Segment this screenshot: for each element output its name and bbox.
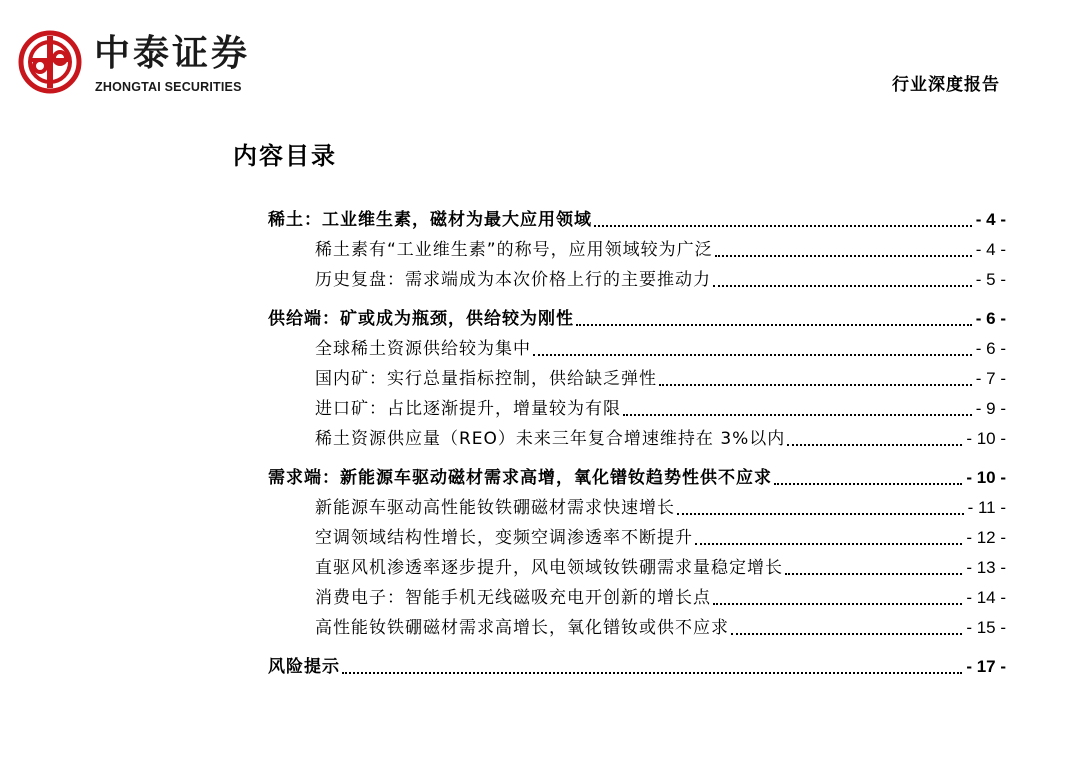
toc-subsection-link[interactable] (268, 364, 1006, 394)
toc-page-number: - 6 - (975, 339, 1006, 358)
toc-entry-title: 新能源车驱动高性能钕铁硼磁材需求快速增长 (315, 498, 675, 518)
toc-entry-title: 高性能钕铁硼磁材需求高增长，氧化镨钕或供不应求 (315, 618, 729, 638)
toc-entry-title: 风险提示 (268, 657, 340, 677)
toc-entry-title: 空调领域结构性增长，变频空调渗透率不断提升 (315, 528, 693, 548)
toc-section-link[interactable] (268, 304, 1006, 334)
toc-page-number: - 12 - (966, 528, 1006, 547)
toc-section-link[interactable] (268, 205, 1006, 235)
toc-page-number: - 15 - (966, 618, 1006, 637)
toc-entry-title: 稀土资源供应量（REO）未来三年复合增速维持在 3%以内 (315, 429, 786, 449)
toc-dot-leader (677, 513, 964, 515)
toc-subsection-link[interactable] (268, 493, 1006, 523)
toc-subsection-link[interactable] (268, 553, 1006, 583)
toc-subsection-link[interactable] (268, 424, 1006, 454)
toc-entry-title: 国内矿：实行总量指标控制，供给缺乏弹性 (315, 369, 657, 389)
toc-subsection-link[interactable] (268, 613, 1006, 643)
toc-title: 内容目录 (233, 142, 337, 170)
toc-entry-title: 历史复盘：需求端成为本次价格上行的主要推动力 (315, 270, 711, 290)
toc-page-number: - 10 - (966, 429, 1006, 448)
toc-dot-leader (713, 285, 972, 287)
toc-subsection-link[interactable] (268, 394, 1006, 424)
toc-page-number: - 14 - (966, 588, 1006, 607)
toc-page-number: - 11 - (967, 498, 1006, 517)
toc-subsection-link[interactable] (268, 334, 1006, 364)
toc-dot-leader (594, 225, 972, 227)
company-name-cn: 中泰证券 (94, 33, 251, 74)
toc-dot-leader (342, 672, 962, 674)
toc-entry-title: 全球稀土资源供给较为集中 (315, 339, 531, 359)
toc-dot-leader (623, 414, 972, 416)
company-name-en: ZHONGTAI SECURITIES (95, 80, 242, 94)
toc-dot-leader (695, 543, 962, 545)
toc-dot-leader (576, 324, 972, 326)
toc-entry-title: 直驱风机渗透率逐步提升，风电领域钕铁硼需求量稳定增长 (315, 558, 783, 578)
toc-page-number: - 4 - (975, 210, 1006, 229)
toc-page-number: - 17 - (966, 657, 1006, 676)
company-logo (18, 30, 278, 100)
zhongtai-logo-icon (18, 30, 82, 94)
toc-entry-title: 消费电子：智能手机无线磁吸充电开创新的增长点 (315, 588, 711, 608)
toc-entry-title: 稀土：工业维生素，磁材为最大应用领域 (268, 210, 592, 230)
toc-entry-title: 需求端：新能源车驱动磁材需求高增，氧化镨钕趋势性供不应求 (268, 468, 772, 488)
toc-dot-leader (785, 573, 962, 575)
toc-dot-leader (533, 354, 972, 356)
toc-dot-leader (787, 444, 962, 446)
toc-subsection-link[interactable] (268, 583, 1006, 613)
toc-dot-leader (659, 384, 972, 386)
toc-page-number: - 10 - (966, 468, 1006, 487)
toc-page-number: - 6 - (975, 309, 1006, 328)
toc-dot-leader (731, 633, 962, 635)
toc-dot-leader (774, 483, 962, 485)
toc-subsection-link[interactable] (268, 523, 1006, 553)
toc-page-number: - 5 - (975, 270, 1006, 289)
toc-subsection-link[interactable] (268, 265, 1006, 295)
toc-page-number: - 4 - (975, 240, 1006, 259)
toc-section-link[interactable] (268, 652, 1006, 682)
toc-subsection-link[interactable] (268, 235, 1006, 265)
toc-entry-title: 稀土素有“工业维生素”的称号，应用领域较为广泛 (315, 240, 713, 260)
table-of-contents (268, 205, 1006, 682)
toc-dot-leader (713, 603, 962, 605)
toc-section-link[interactable] (268, 463, 1006, 493)
toc-page-number: - 13 - (966, 558, 1006, 577)
toc-dot-leader (715, 255, 972, 257)
toc-page-number: - 9 - (975, 399, 1006, 418)
toc-entry-title: 供给端：矿或成为瓶颈，供给较为刚性 (268, 309, 574, 329)
toc-page-number: - 7 - (975, 369, 1006, 388)
toc-entry-title: 进口矿：占比逐渐提升，增量较为有限 (315, 399, 621, 419)
report-type-label: 行业深度报告 (892, 75, 1000, 95)
